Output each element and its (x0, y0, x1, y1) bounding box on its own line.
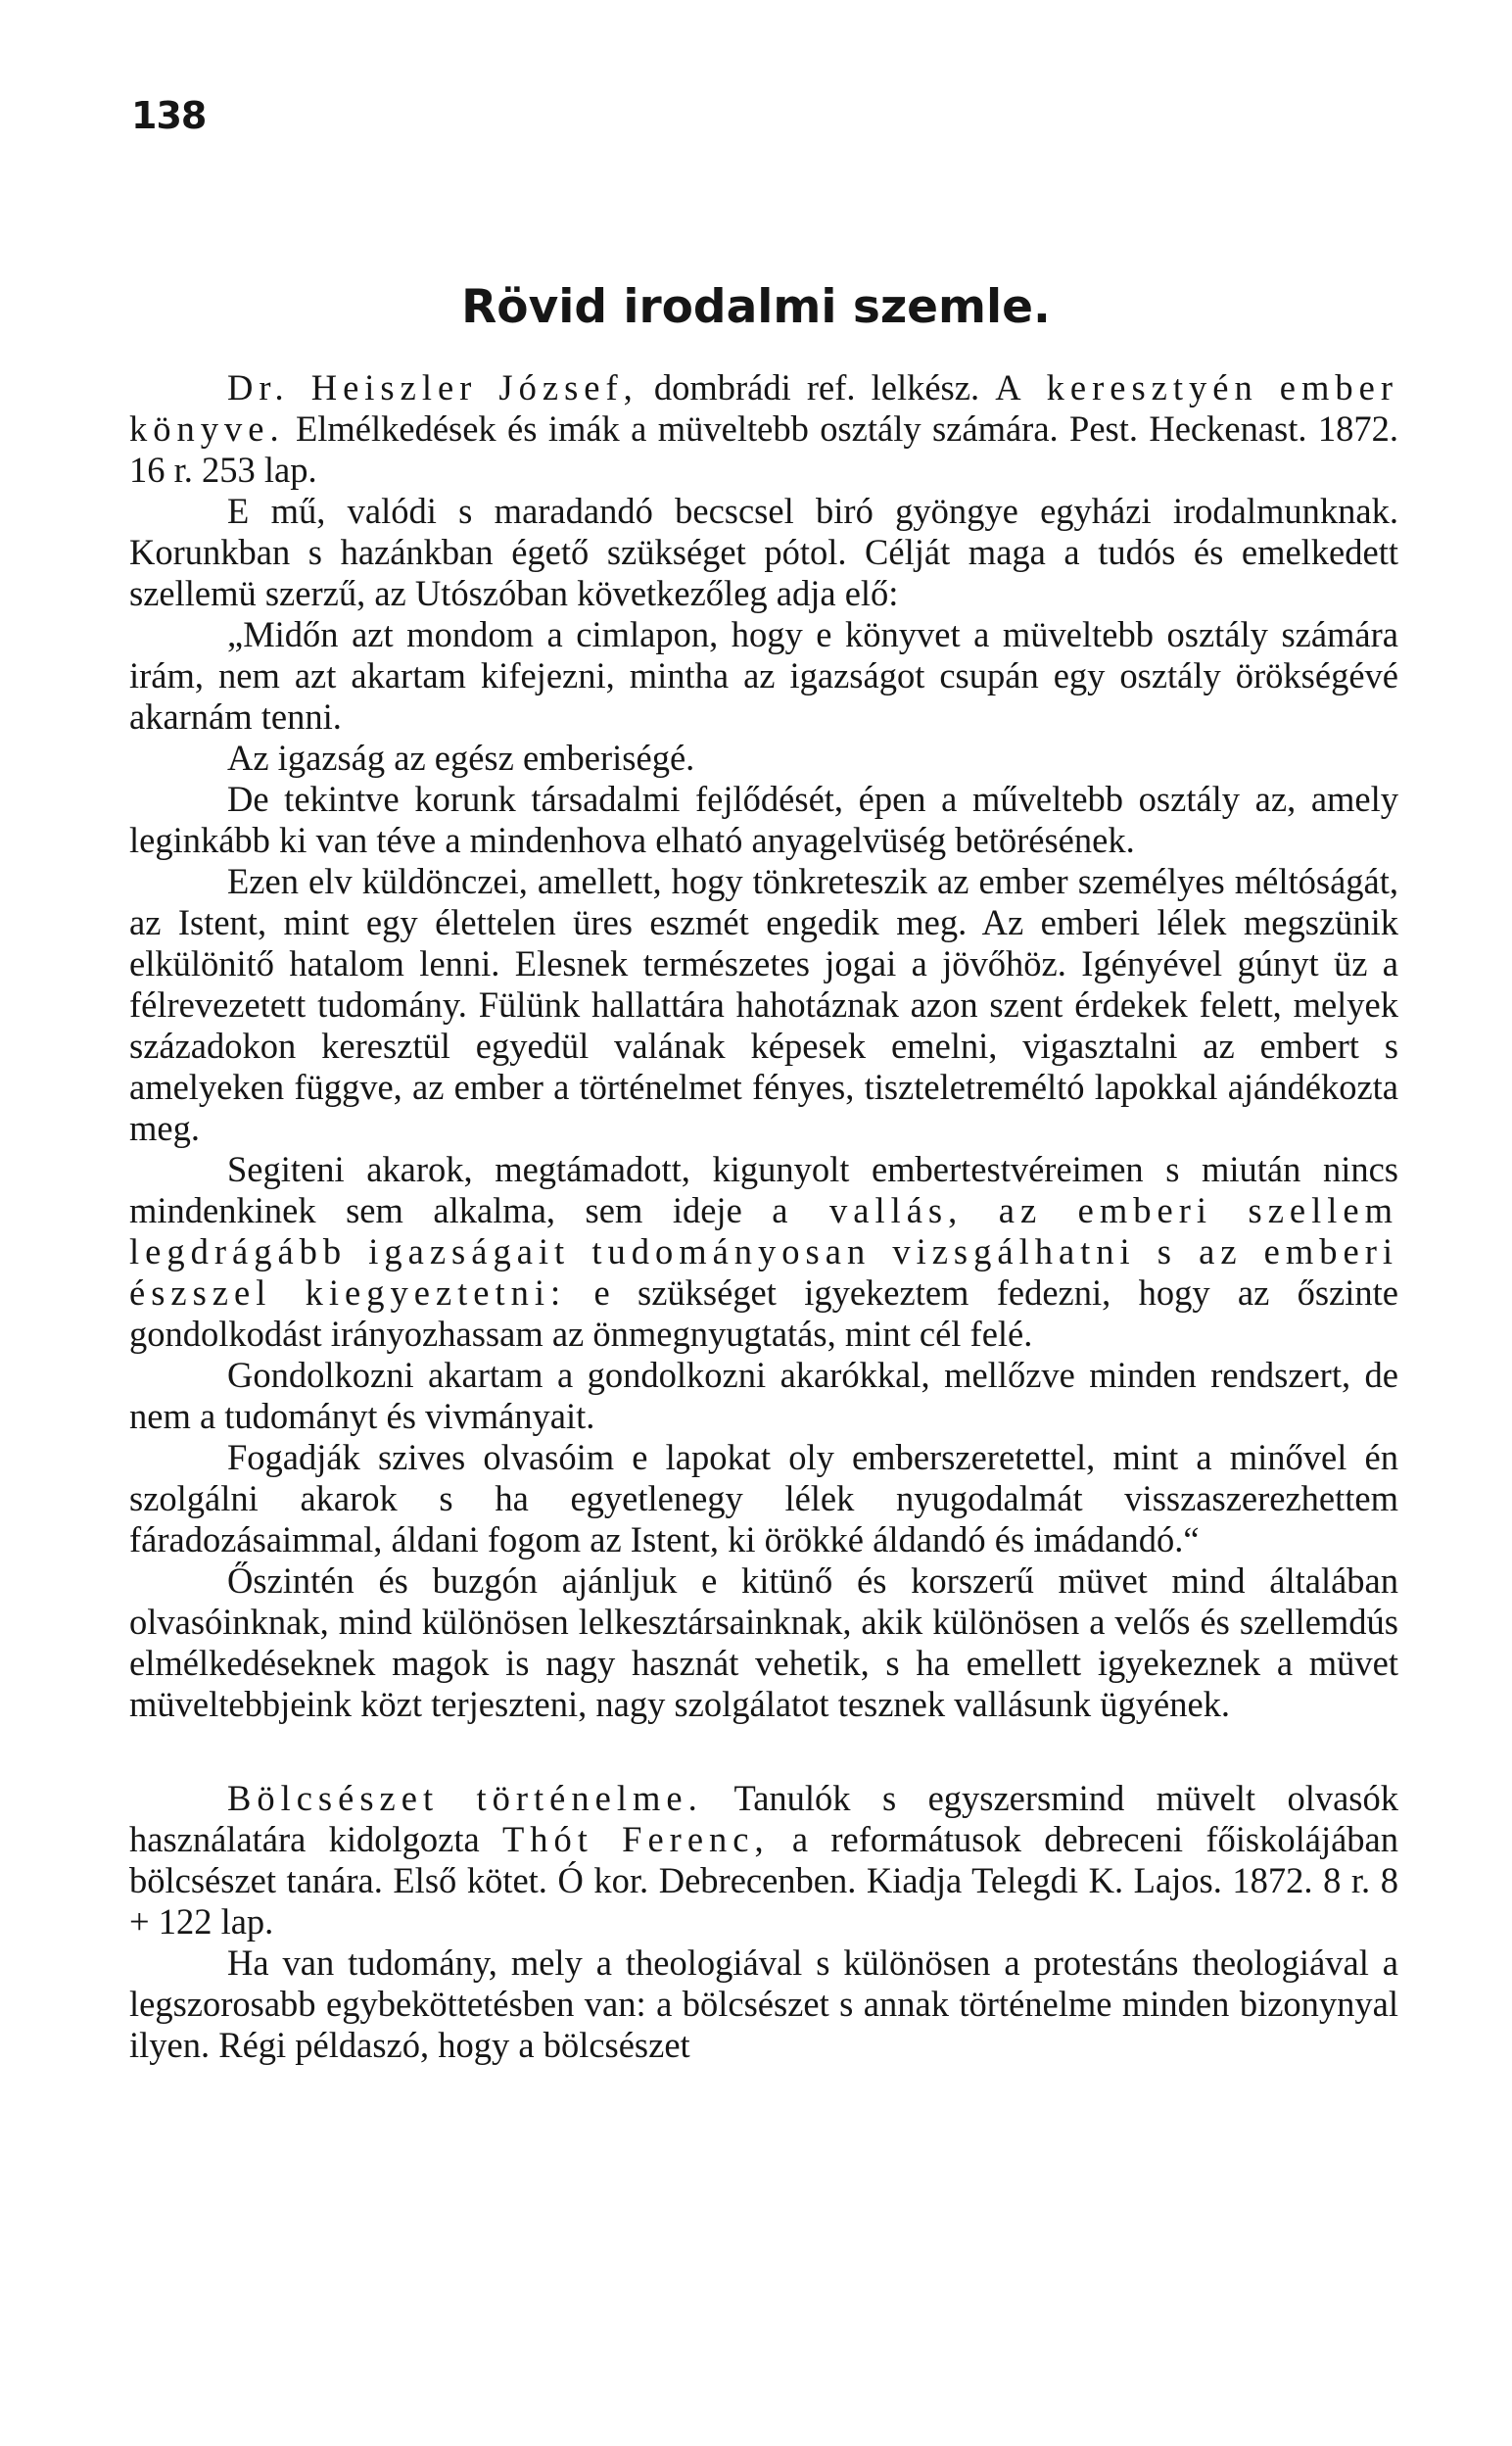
review-2-text-2: a reformátusok debreceni főiskolájában bölcsészet tanára. Első kötet. Ó kor. Debrecenben. Kiadja Telegdi K. Lajos. 1872. 8 r. 8 + 122 lap. (129, 1819, 1398, 1942)
review-1-author: Dr. Heiszler József, (227, 367, 638, 408)
review-1-paragraph: Fogadják szives olvasóim e lapokat oly emberszeretettel, mint a minővel én szolgálni akarok s ha egyetlenegy lélek nyugodalmát visszaszerezhettem fáradozásaimmal, áldani fogom az Istent, ki örökké áldandó és imádandó.“ (129, 1437, 1398, 1559)
review-1-author-role: dombrádi ref. lelkész. (638, 367, 996, 408)
review-2-book-title: Bölcsészet történelme. (227, 1778, 703, 1818)
review-2-author: Thót Ferenc, (501, 1819, 770, 1859)
review-body (129, 367, 1398, 2066)
page-number: 138 (131, 94, 207, 137)
review-1-paragraph: Az igazság az egész emberiségé. (227, 738, 695, 778)
review-1-paragraph: E mű, valódi s maradandó becscsel biró gyöngye egyházi irodalmunknak. Korunkban s hazánkban égető szükséget pótol. Célját maga a tudós és emelkedett szellemü szerzű, az Utószóban következőleg adja elő: (129, 491, 1398, 613)
review-1-paragraph: „Midőn azt mondom a cimlapon, hogy e könyvet a müveltebb osztály számára irám, nem azt akartam kifejezni, mintha az igazságot csupán egy osztály örökségévé akarnám tenni. (129, 614, 1398, 737)
review-2-paragraph: Ha van tudomány, mely a theologiával s különösen a protestáns theologiával a legszorosabb egybeköttetésben van: a bölcsészet s annak történelme minden bizonynyal ilyen. Régi példaszó, hogy a bölcsészet (129, 1942, 1398, 2065)
review-1-book-title: A keresztyén ember könyve. (129, 367, 1398, 449)
p6-spaced-emphasis: a vallás, az emberi szellem legdrágább igazságait tudományosan vizsgálhatni s az emberi észszel kiegyeztetni: (129, 1190, 1398, 1313)
review-2-citation (129, 1778, 1398, 1942)
review-1-paragraph: Ezen elv küldönczei, amellett, hogy tönkreteszik az ember személyes méltóságát, az Istent, mint egy élettelen üres eszmét engedik meg. Az emberi lélek megszünik elkülönitő hatalom lenni. Elesnek természetes jogai a jövőhöz. Igényével gúnyt üz a félrevezetett tudomány. Fülünk hallattára hahotáznak azon szent érdekek felett, melyek századokon keresztül egyedül valának képesek emelni, vigasztalni az embert s amelyeken függve, az ember a történelmet fényes, tiszteletreméltó lapokkal ajándékozta meg. (129, 861, 1398, 1148)
page-title: Rövid irodalmi szemle. (461, 280, 1051, 334)
p6-end: e szükséget igyekeztem fedezni, hogy az őszinte gondolkodást irányozhassam az önmegnyugtatás, mint cél felé. (129, 1272, 1398, 1354)
review-1-citation (129, 367, 1398, 491)
review-1-paragraph: De tekintve korunk társadalmi fejlődését, épen a műveltebb osztály az, amely leginkább ki van téve a mindenhova elható anyagelvüség betörésének. (129, 779, 1398, 860)
review-1-paragraph: Őszintén és buzgón ajánljuk e kitünő és korszerű müvet mind általában olvasóinknak, mind különösen lelkesztársainknak, akik különösen a velős és szellemdús elmélkedéseknek magok is nagy hasznát vehetik, s ha emellett igyekeznek a müvet müveltebbjeink közt terjeszteni, nagy szolgálatot tesznek vallásunk ügyének. (129, 1560, 1398, 1724)
p6-start: Segiteni akarok, megtámadott, kigunyolt embertestvéreimen s miután nincs mindenkinek sem alkalma, sem ideje (129, 1149, 1398, 1230)
review-1-paragraph-emphasis (129, 1149, 1398, 1355)
review-2-text-1: Tanulók s egyszersmind müvelt olvasók használatára kidolgozta (129, 1778, 1398, 1859)
review-1-publication: Elmélkedések és imák a müveltebb osztály számára. Pest. Heckenast. 1872. 16 r. 253 lap. (129, 408, 1398, 490)
review-1-paragraph: Gondolkozni akartam a gondolkozni akarókkal, mellőzve minden rendszert, de nem a tudományt és vivmányait. (129, 1355, 1398, 1436)
